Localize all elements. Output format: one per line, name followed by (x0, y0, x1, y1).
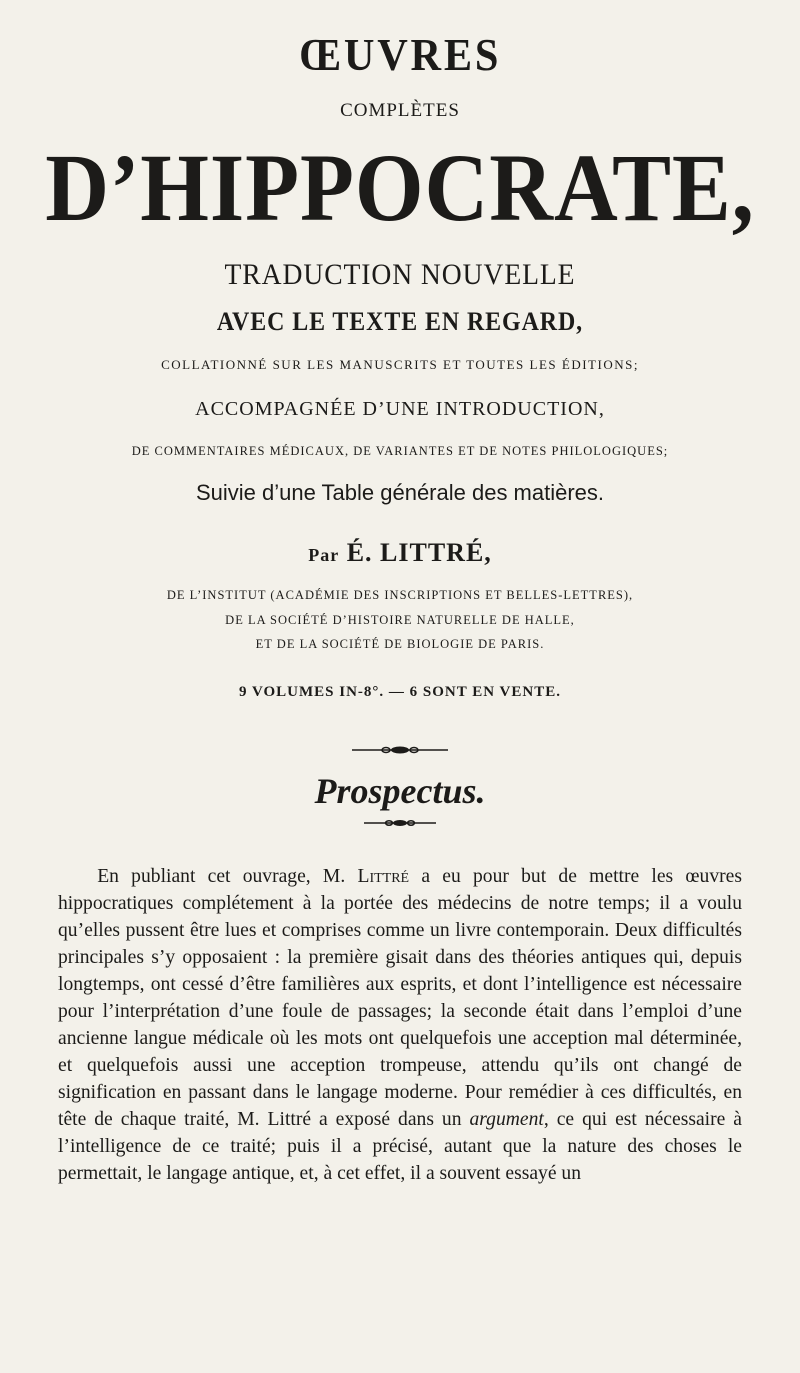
volumes-note: 9 VOLUMES IN-8°. — 6 SONT EN VENTE. (238, 684, 561, 700)
subtitle-traduction: TRADUCTION NOUVELLE (224, 258, 576, 291)
author-name: É. LITTRÉ, (346, 538, 492, 567)
title-oeuvres: ŒUVRES (298, 29, 502, 80)
affiliation-halle: DE LA SOCIÉTÉ D’HISTOIRE NATURELLE DE HALLE, (225, 613, 575, 627)
ornament-rule-top (350, 745, 450, 755)
body-part-3: , ce qui est nécessaire à l’intelligence de ce traité; puis il a précisé, autant que la nature des choses le permettait, le langage antique, et, à cet effet, il a souvent essayé un (58, 1109, 742, 1184)
title-completes: COMPLÈTES (340, 100, 460, 121)
argument-italic: argument (469, 1109, 544, 1130)
author-line (0, 538, 800, 568)
affiliation-paris: ET DE LA SOCIÉTÉ DE BIOLOGIE DE PARIS. (255, 637, 545, 651)
body-part-1: En publiant cet ouvrage, M. (97, 866, 358, 887)
prospectus-heading: Prospectus. (314, 771, 486, 811)
affiliation-institut: DE L’INSTITUT (ACADÉMIE DES INSCRIPTIONS ET BELLES-LETTRES), (166, 588, 634, 602)
body-part-2: a eu pour but de mettre les œuvres hippocratiques complétement à la portée des médecins de notre temps; il a voulu qu’elles pussent être lues et comprises comme un livre contemporain. Deux difficultés principales s’y opposaient : la première gisait dans des théories antiques qui, depuis longtemps, ont cessé d’être familières aux esprits, et dont l’intelligence est nécessaire pour l’interprétation d’une foule de passages; la seconde était dans l’emploi d’une ancienne langue médicale où les mots ont quelquefois une acception mal déterminée, et quelquefois aussi une acception trompeuse, attendu qu’ils ont changé de signification en passant dans le langage moderne. Pour remédier à ces difficultés, en tête de chaque traité, M. Littré a exposé dans un (58, 866, 742, 1130)
ornament-rule-bottom (362, 818, 438, 828)
line-accompagnee: ACCOMPAGNÉE D’UNE INTRODUCTION, (195, 398, 605, 420)
title-hippocrate: D’HIPPOCRATE, (45, 134, 755, 241)
author-small-caps: Littré (357, 866, 410, 887)
line-suivie: Suivie d’une Table générale des matières. (195, 480, 605, 505)
line-commentaires: DE COMMENTAIRES MÉDICAUX, DE VARIANTES ET DE NOTES PHILOLOGIQUES; (131, 444, 669, 458)
subtitle-avec-texte: AVEC LE TEXTE EN REGARD, (216, 307, 584, 336)
par-word: Par (308, 545, 340, 565)
line-collationne: COLLATIONNÉ SUR LES MANUSCRITS ET TOUTES LES ÉDITIONS; (161, 357, 639, 372)
prospectus-body (58, 863, 742, 1187)
